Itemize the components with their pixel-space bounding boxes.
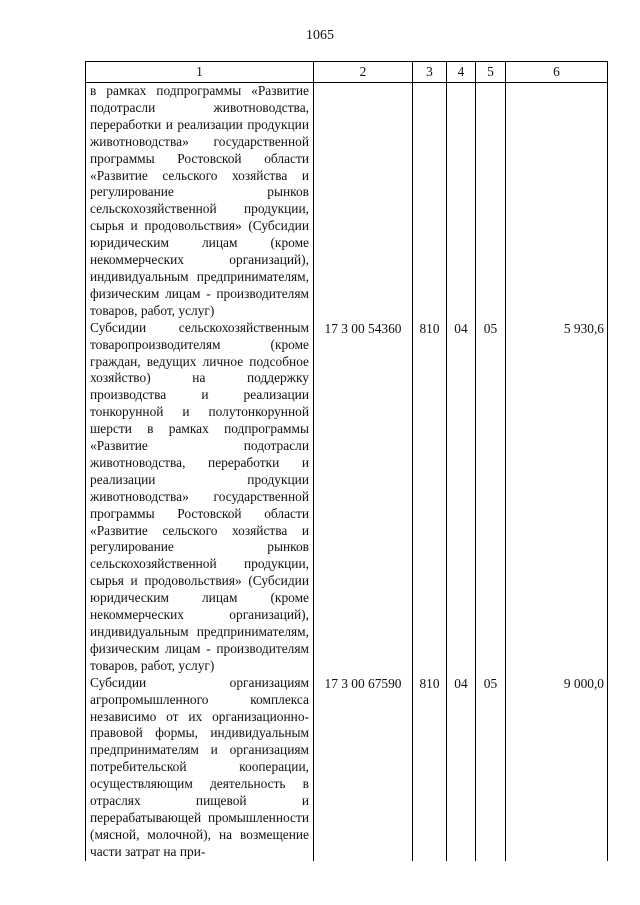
budget-table	[85, 61, 608, 861]
row-expense-type: 810	[413, 320, 447, 675]
row-target-code	[314, 83, 413, 320]
row-subsection	[476, 83, 506, 320]
row-amount: 5 930,6	[506, 320, 608, 675]
column-header-2: 2	[314, 62, 413, 83]
column-header-1: 1	[86, 62, 314, 83]
column-header-3: 3	[413, 62, 447, 83]
row-expense-type	[413, 83, 447, 320]
row-subsection: 05	[476, 320, 506, 675]
row-amount: 9 000,0	[506, 675, 608, 861]
table-header-row	[86, 62, 608, 83]
column-header-6: 6	[506, 62, 608, 83]
table-row	[86, 320, 608, 675]
row-target-code: 17 3 00 54360	[314, 320, 413, 675]
table-row	[86, 675, 608, 861]
row-target-code: 17 3 00 67590	[314, 675, 413, 861]
table-row	[86, 83, 608, 320]
row-description: в рамках подпрограммы «Развитие подотрасли животноводства, переработки и реализации продукции животноводства» государственной программы Ростовской области «Развитие сельского хозяйства и регулирование рынков сельскохозяйственной продукции, сырья и продовольствия» (Субсидии юридическим лицам (кроме некоммерческих организаций), индивидуальным предпринимателям, физическим лицам - производителям товаров, работ, услуг)	[86, 83, 314, 320]
row-section: 04	[447, 675, 476, 861]
row-section: 04	[447, 320, 476, 675]
row-description: Субсидии организациям агропромышленного комплекса независимо от их организационно-правовой формы, индивидуальным предпринимателям и организациям потребительской кооперации, осуществляющим деятельность в отраслях пищевой и перерабатывающей промышленности (мясной, молочной), на возмещение части затрат на при-	[86, 675, 314, 861]
row-amount	[506, 83, 608, 320]
row-expense-type: 810	[413, 675, 447, 861]
page-number: 1065	[306, 28, 334, 43]
row-description: Субсидии сельскохозяйственным товаропроизводителям (кроме граждан, ведущих личное подсобное хозяйство) на поддержку производства и реализации тонкорунной и полутонкорунной шерсти в рамках подпрограммы «Развитие подотрасли животноводства, переработки и реализации продукции животноводства» государственной программы Ростовской области «Развитие сельского хозяйства и регулирование рынков сельскохозяйственной продукции, сырья и продовольствия» (Субсидии юридическим лицам (кроме некоммерческих организаций), индивидуальным предпринимателям, физическим лицам - производителям товаров, работ, услуг)	[86, 320, 314, 675]
row-subsection: 05	[476, 675, 506, 861]
row-section	[447, 83, 476, 320]
column-header-5: 5	[476, 62, 506, 83]
column-header-4: 4	[447, 62, 476, 83]
